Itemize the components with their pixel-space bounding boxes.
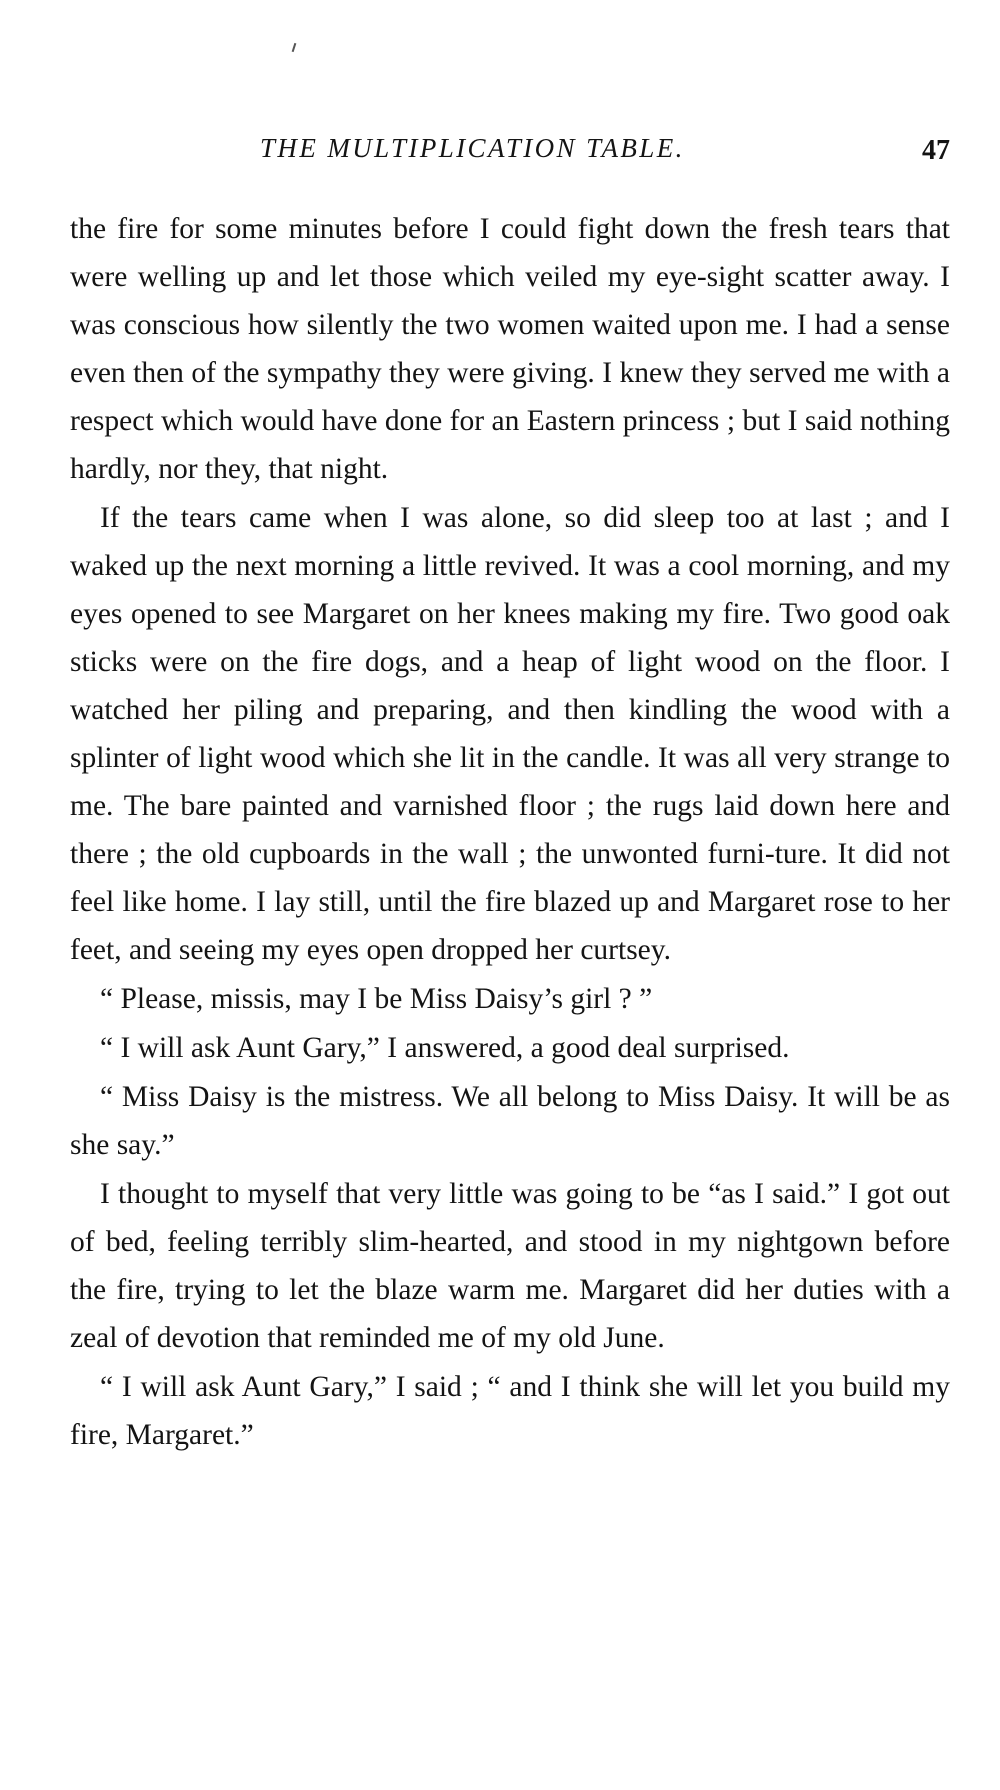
stray-ink-mark [292,43,297,52]
paragraph: “ Miss Daisy is the mistress. We all belong to Miss Daisy. It will be as she say.” [70,1081,950,1161]
paragraph: I thought to myself that very little was going to be “as I said.” I got out of bed, feeling terribly slim-hearted, and stood in my nightgown before the fire, trying to let the blaze warm me. Margaret did her duties with a zeal of devotion that reminded me of my old June. [70,1178,950,1354]
running-title: THE MULTIPLICATION TABLE. [260,133,685,163]
body-text [70,205,950,1459]
paragraph: “ I will ask Aunt Gary,” I answered, a good deal surprised. [100,1032,790,1064]
paragraph: “ I will ask Aunt Gary,” I said ; “ and I think she will let you build my fire, Margaret.” [70,1371,950,1451]
running-head [70,133,950,173]
page-number: 47 [922,135,950,166]
paragraph: “ Please, missis, may I be Miss Daisy’s girl ? ” [100,983,653,1015]
paragraph: the fire for some minutes before I could fight down the fresh tears that were welling up and let those which veiled my eye-sight scatter away. I was conscious how silently the two women waited upon me. I had a sense even then of the sympathy they were giving. I knew they served me with a respect which would have done for an Eastern princess ; but I said nothing hardly, nor they, that night. [70,213,950,485]
paragraph: If the tears came when I was alone, so did sleep too at last ; and I waked up the next morning a little revived. It was a cool morning, and my eyes opened to see Margaret on her knees making my fire. Two good oak sticks were on the fire dogs, and a heap of light wood on the floor. I watched her piling and preparing, and then kindling the wood with a splinter of light wood which she lit in the candle. It was all very strange to me. The bare painted and varnished floor ; the rugs laid down here and there ; the old cupboards in the wall ; the unwonted furni-ture. It did not feel like home. I lay still, until the fire blazed up and Margaret rose to her feet, and seeing my eyes open dropped her curtsey. [70,502,950,966]
